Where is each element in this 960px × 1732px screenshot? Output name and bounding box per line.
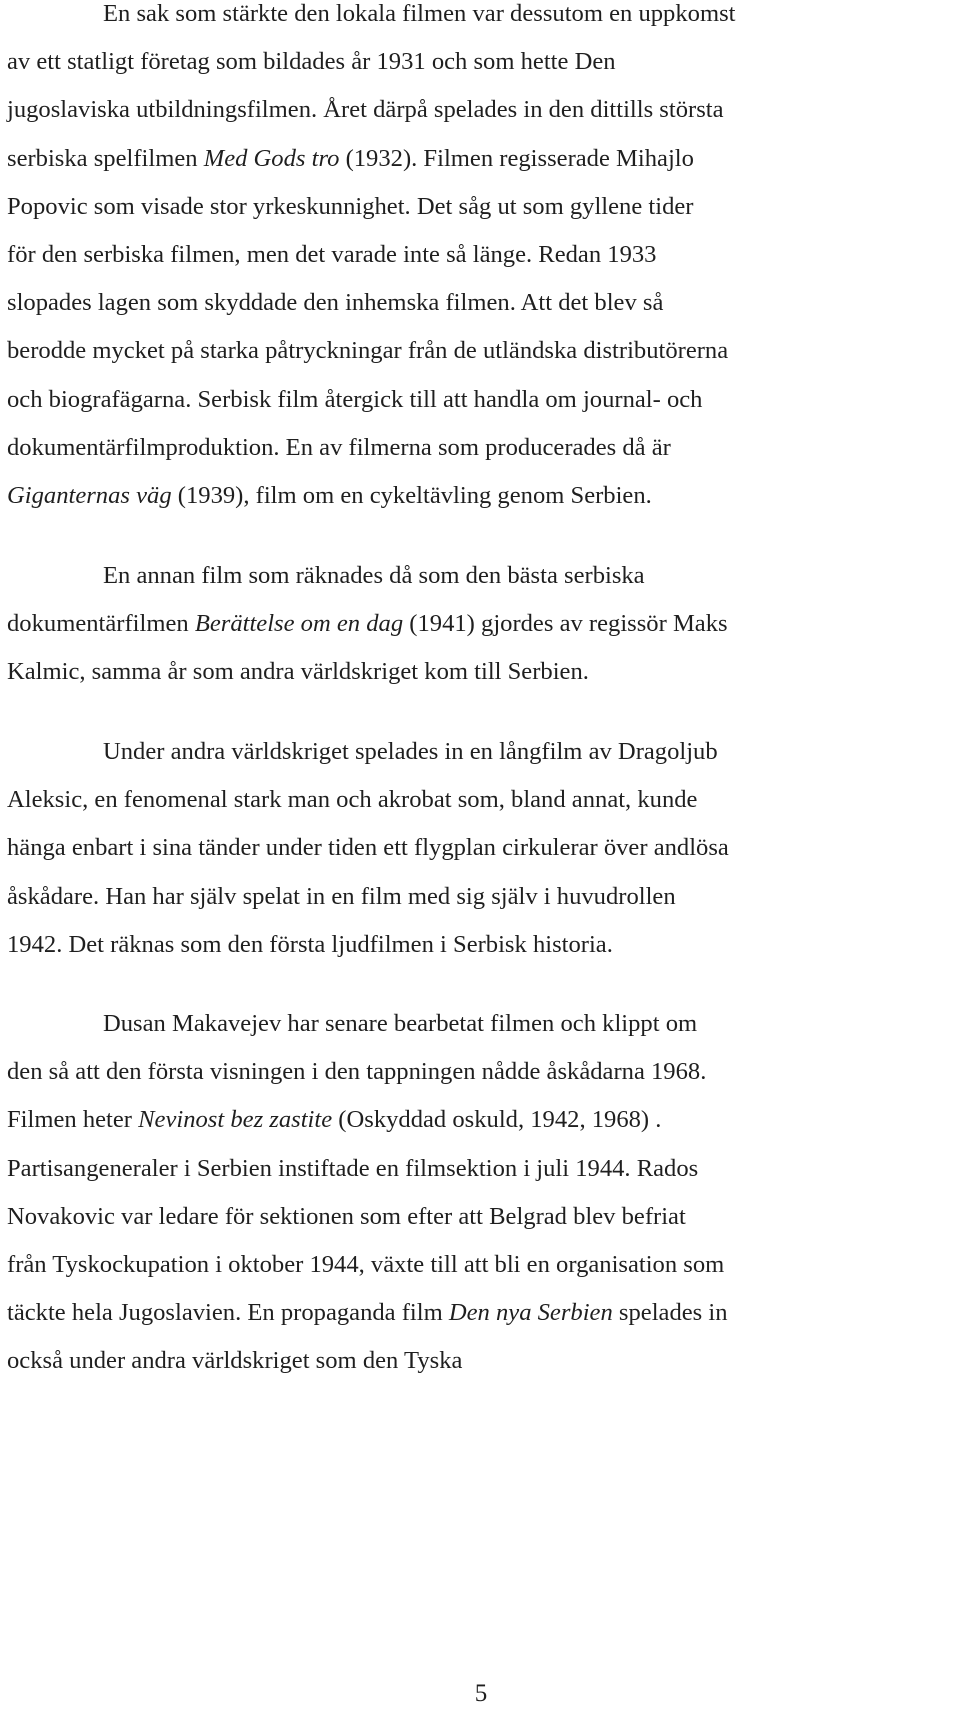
text-line xyxy=(7,600,728,648)
text-line xyxy=(7,921,729,969)
text-line xyxy=(7,135,736,183)
text-run: serbiska spelfilmen xyxy=(7,144,204,172)
text-run: 1942. Det räknas som den första ljudfilmen i Serbisk historia. xyxy=(7,930,613,958)
text-line xyxy=(7,552,728,600)
text-run: för den serbiska filmen, men det varade inte så länge. Redan 1933 xyxy=(7,241,657,269)
text-run: (1932). Filmen regisserade Mihajlo xyxy=(339,144,694,172)
text-run: Filmen heter xyxy=(7,1106,139,1134)
paragraph-4 xyxy=(7,1000,728,1386)
text-run: (Oskyddad oskuld, 1942, 1968) . xyxy=(332,1106,662,1134)
italic-title: Med Gods tro xyxy=(203,144,340,172)
text-line xyxy=(7,231,736,279)
italic-title: Giganternas väg xyxy=(7,482,172,510)
text-run: Dusan Makavejev har senare bearbetat filmen och klippt om xyxy=(103,1010,698,1037)
text-run: också under andra världskriget som den Tyska xyxy=(7,1347,463,1375)
text-run: Aleksic, en fenomenal stark man och akrobat som, bland annat, kunde xyxy=(7,786,698,814)
text-run: av ett statligt företag som bildades år 1931 och som hette Den xyxy=(7,48,616,76)
text-line xyxy=(7,1193,728,1241)
text-run: Kalmic, samma år som andra världskriget kom till Serbien. xyxy=(7,658,589,686)
italic-title: Den nya Serbien xyxy=(448,1299,613,1327)
paragraph-1 xyxy=(7,0,736,520)
text-line xyxy=(7,424,736,472)
text-line xyxy=(7,86,736,134)
text-run: Under andra världskriget spelades in en långfilm av Dragoljub xyxy=(103,738,718,765)
page-number: 5 xyxy=(474,1680,488,1707)
text-line xyxy=(7,1096,728,1144)
text-line xyxy=(7,873,729,921)
text-run: (1941) gjordes av regissör Maks xyxy=(403,610,728,638)
text-run: spelades in xyxy=(612,1299,728,1327)
text-line xyxy=(7,824,729,872)
text-line xyxy=(7,776,729,824)
text-line xyxy=(7,1145,728,1193)
paragraph-3 xyxy=(7,728,729,969)
text-run: berodde mycket på starka påtryckningar från de utländska distributörerna xyxy=(7,337,729,365)
text-line xyxy=(7,279,736,327)
text-run: Partisangeneraler i Serbien instiftade en filmsektion i juli 1944. Rados xyxy=(7,1154,699,1182)
text-line xyxy=(7,183,736,231)
text-line xyxy=(7,38,736,86)
text-run: En annan film som räknades då som den bästa serbiska xyxy=(103,562,645,589)
text-run: från Tyskockupation i oktober 1944, växte till att bli en organisation som xyxy=(7,1251,725,1279)
text-run: En sak som stärkte den lokala filmen var dessutom en uppkomst xyxy=(103,0,736,27)
italic-title: Berättelse om en dag xyxy=(194,610,404,638)
text-line xyxy=(7,1000,728,1048)
text-line xyxy=(7,472,736,520)
text-run: jugoslaviska utbildningsfilmen. Året därpå spelades in den dittills största xyxy=(7,96,724,124)
text-run: och biografägarna. Serbisk film återgick till att handla om journal- och xyxy=(7,385,703,413)
text-run: dokumentärfilmproduktion. En av filmerna som producerades då är xyxy=(7,433,671,461)
text-line xyxy=(7,376,736,424)
text-line xyxy=(7,648,728,696)
text-line xyxy=(7,327,736,375)
text-line xyxy=(7,1337,728,1385)
text-line xyxy=(7,1048,728,1096)
text-run: (1939), film om en cykeltävling genom Serbien. xyxy=(171,482,652,510)
text-run: slopades lagen som skyddade den inhemska filmen. Att det blev så xyxy=(7,289,664,317)
text-line xyxy=(7,728,729,776)
text-run: den så att den första visningen i den tappningen nådde åskådarna 1968. xyxy=(7,1058,707,1086)
text-line xyxy=(7,1241,728,1289)
text-run: åskådare. Han har själv spelat in en film med sig själv i huvudrollen xyxy=(7,882,676,910)
text-run: dokumentärfilmen xyxy=(7,610,195,638)
italic-title: Nevinost bez zastite xyxy=(138,1106,333,1134)
paragraph-2 xyxy=(7,552,728,697)
text-run: täckte hela Jugoslavien. En propaganda film xyxy=(7,1299,449,1327)
text-run: hänga enbart i sina tänder under tiden ett flygplan cirkulerar över andlösa xyxy=(7,834,729,862)
text-line xyxy=(7,1289,728,1337)
text-run: Novakovic var ledare för sektionen som efter att Belgrad blev befriat xyxy=(7,1202,686,1230)
text-line xyxy=(7,0,736,38)
text-run: Popovic som visade stor yrkeskunnighet. Det såg ut som gyllene tider xyxy=(7,192,694,220)
